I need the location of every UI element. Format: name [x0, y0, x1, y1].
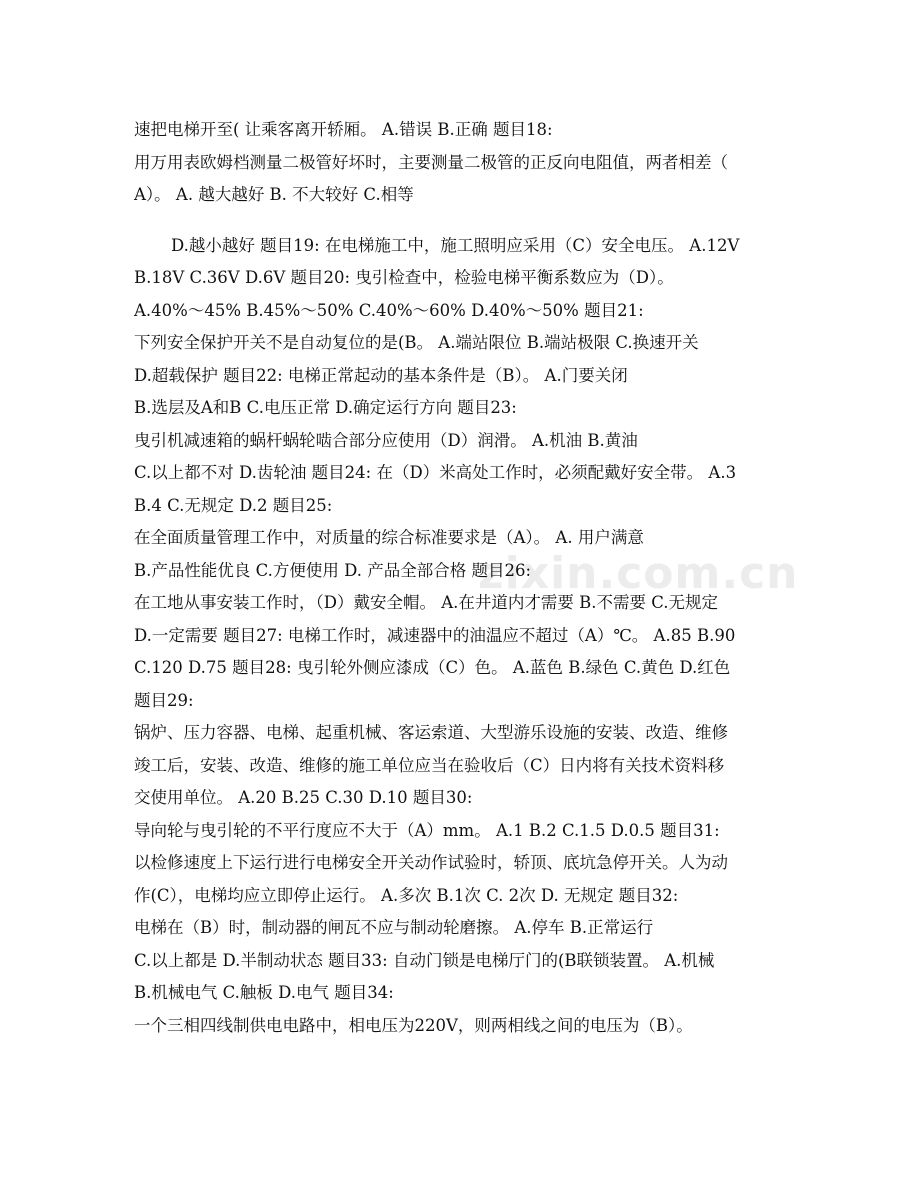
text-line: 速把电梯开至( 让乘客离开轿厢。 A.错误 B.正确 题目18:	[134, 120, 553, 139]
text-line: 在全面质量管理工作中，对质量的综合标准要求是（A）。 A. 用户满意	[134, 528, 644, 547]
text-line: D.超载保护 题目22: 电梯正常起动的基本条件是（B）。 A.门要关闭	[134, 365, 628, 385]
text-line: B.4 C.无规定 D.2 题目25:	[134, 495, 333, 515]
text-line: C.以上都不对 D.齿轮油 题目24: 在（D）米高处工作时，必须配戴好安全带。 A.3	[134, 463, 737, 482]
text-line: 用万用表欧姆档测量二极管好坏时，主要测量二极管的正反向电阻值，两者相差（	[134, 152, 728, 172]
text-line: 曳引机减速箱的蜗杆蜗轮啮合部分应使用（D）润滑。 A.机油 B.黄油	[134, 430, 638, 450]
text-line: A.40%～45% B.45%～50% C.40%～60% D.40%～50% 题目21:	[134, 300, 644, 320]
text-line: 以检修速度上下运行进行电梯安全开关动作试验时，轿顶、底坑急停开关。人为动	[134, 853, 728, 872]
text-line: A）。 A. 越大越好 B. 不大较好 C.相等	[134, 185, 414, 204]
text-line: 电梯在（B）时，制动器的闸瓦不应与制动轮磨擦。 A.停车 B.正常运行	[134, 918, 654, 937]
watermark: zixin.com.cn	[478, 548, 799, 599]
document-body	[134, 114, 794, 1042]
text-line: B.机械电气 C.触板 D.电气 题目34:	[134, 983, 394, 1002]
text-line: 交使用单位。 A.20 B.25 C.30 D.10 题目30:	[134, 788, 473, 807]
text-line: 一个三相四线制供电电路中，相电压为220V，则两相线之间的电压为（B）。	[134, 1015, 693, 1035]
text-line: B.产品性能优良 C.方便使用 D. 产品全部合格 题目26:	[134, 560, 532, 580]
text-line: C.120 D.75 题目28: 曳引轮外侧应漆成（C）色。 A.蓝色 B.绿色 C.黄色 D.红色	[134, 658, 731, 677]
text-line: 题目29:	[134, 690, 194, 710]
text-line: D.越小越好 题目19: 在电梯施工中，施工照明应采用（C）安全电压。 A.12V	[171, 235, 740, 255]
text-line: 导向轮与曳引轮的不平行度应不大于（A）mm。 A.1 B.2 C.1.5 D.0.5 题目31:	[134, 820, 720, 840]
text-line: D.一定需要 题目27: 电梯工作时，减速器中的油温应不超过（A）℃。 A.85 B.90	[134, 625, 736, 645]
text-line: C.以上都是 D.半制动状态 题目33: 自动门锁是电梯厅门的(B联锁装置。 A.机械	[134, 950, 715, 970]
text-line: 锅炉、压力容器、电梯、起重机械、客运索道、大型游乐设施的安装、改造、维修	[134, 723, 728, 742]
paragraph-gap	[134, 212, 794, 230]
text-line: 下列安全保护开关不是自动复位的是(B。 A.端站限位 B.端站极限 C.换速开关	[134, 333, 699, 352]
text-line: 作(C），电梯均应立即停止运行。 A.多次 B.1次 C. 2次 D. 无规定 题目32:	[134, 885, 679, 905]
text-line: 竣工后，安装、改造、维修的施工单位应当在验收后（C）日内将有关技术资料移	[134, 755, 725, 775]
text-line: 在工地从事安装工作时，（D）戴安全帽。 A.在井道内才需要 B.不需要 C.无规定	[134, 593, 719, 612]
text-line: B.18V C.36V D.6V 题目20: 曳引检查中，检验电梯平衡系数应为（D）。	[134, 268, 674, 287]
text-line: B.选层及A和B C.电压正常 D.确定运行方向 题目23:	[134, 398, 517, 417]
